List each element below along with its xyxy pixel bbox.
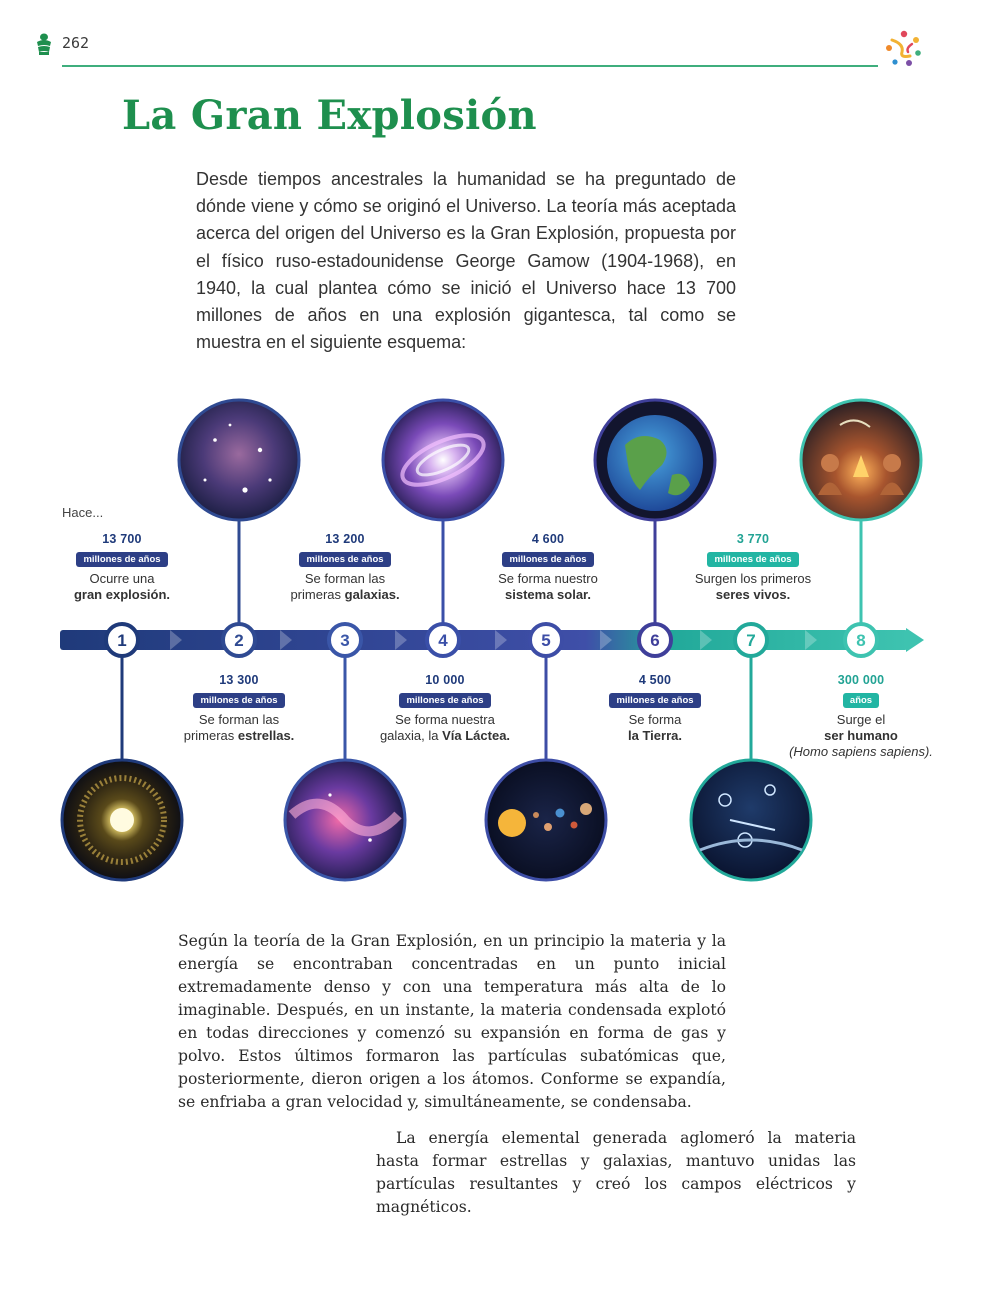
- early-humans-image: [801, 400, 921, 520]
- event-value: 4 600: [531, 532, 565, 546]
- timeline-step-8: [845, 624, 877, 656]
- body-paragraph-1: Según la teoría de la Gran Explosión, en un principio la materia y la energía se encontraban concentradas en un punto inicial extremadamente denso y con una temperatura más alta de lo imaginable. Después, en un instante, la materia condensada explotó en todas direcciones y comenzó su expansión en forma de gas y polvo. Estos últimos formaron las partículas subatómicas que, posteriormente, dieron origen a los átomos. Conforme se expandía, se enfriaba a gran velocidad y, simultáneamente, se condensaba.: [178, 932, 726, 1111]
- nebula-image: [285, 760, 405, 880]
- header-rule: [62, 65, 878, 67]
- svg-text:8: 8: [856, 631, 866, 650]
- timeline-bar: [60, 628, 924, 652]
- svg-text:4: 4: [438, 631, 448, 650]
- event-unit-badge: millones de años: [299, 552, 390, 567]
- event-description: Se forma nuestro: [498, 571, 598, 586]
- event-description-bold: ser humano: [824, 728, 898, 743]
- event-value: 4 500: [638, 673, 672, 687]
- event-description-bold: estrellas.: [237, 728, 295, 743]
- event-description: primeras: [183, 728, 238, 743]
- solar-system-image: [486, 760, 606, 880]
- timeline-label-5: [473, 531, 623, 603]
- event-description: Surgen los primeros: [694, 571, 812, 586]
- event-value: 10 000: [425, 673, 465, 687]
- event-unit-badge: millones de años: [707, 552, 798, 567]
- event-description-bold: gran explosión.: [73, 587, 171, 602]
- intro-paragraph: Desde tiempos ancestrales la humanidad se ha preguntado de dónde viene y cómo se originó el Universo. La teoría más aceptada acerca del origen del Universo es la Gran Explosión, propuesta por el físico ruso-estadounidense George Gamow (1904-1968), en 1940, la cual plantea cómo se inició el Universo hace 13 700 millones de años en una explosión gigantesca, tal como se muestra en el siguiente esquema:: [196, 169, 736, 353]
- event-description: Ocurre una: [89, 571, 155, 586]
- event-description-bold: galaxias.: [344, 587, 400, 602]
- starfield-image: [179, 400, 299, 520]
- event-unit-badge: millones de años: [502, 552, 593, 567]
- earth-image: [595, 400, 715, 520]
- event-unit-badge: millones de años: [193, 693, 284, 708]
- timeline-step-7: [735, 624, 767, 656]
- timeline-label-3: 13 200 millones de años Se forman las primeras galaxias.: [270, 531, 420, 603]
- event-description-italic: (Homo sapiens sapiens).: [789, 744, 933, 759]
- event-description: galaxia, la: [379, 728, 443, 743]
- event-unit-badge: millones de años: [399, 693, 490, 708]
- timeline-label-1: [47, 531, 197, 603]
- event-description: Se forma: [628, 712, 682, 727]
- body-paragraph-2: La energía elemental generada aglomeró la materia hasta formar estrellas y galaxias, mantuvo unidas las partículas resultantes y creó los campos eléctricos y magnéticos.: [376, 1129, 856, 1216]
- event-description: primeras: [290, 587, 345, 602]
- event-description: Surge el: [836, 712, 886, 727]
- event-value: 13 300: [219, 673, 259, 687]
- svg-text:3: 3: [340, 631, 350, 650]
- timeline-intro-label: Hace...: [62, 505, 104, 520]
- timeline-label-7: [678, 531, 828, 603]
- event-unit-badge: millones de años: [76, 552, 167, 567]
- event-value: 300 000: [837, 673, 885, 687]
- timeline-label-4: 10 000 millones de años Se forma nuestra galaxia, la Vía Láctea.: [370, 672, 520, 744]
- decorative-logo-icon: [882, 26, 926, 70]
- event-description-bold: seres vivos.: [715, 587, 791, 602]
- event-value: 3 770: [736, 532, 770, 546]
- event-description-bold: Vía Láctea.: [442, 728, 511, 743]
- page-title: La Gran Explosión: [122, 92, 537, 139]
- event-description-bold: la Tierra.: [628, 728, 682, 743]
- timeline-step-5: [530, 624, 562, 656]
- microorganisms-image: [691, 760, 811, 880]
- timeline-label-8: [786, 672, 936, 760]
- timeline-step-6: [639, 624, 671, 656]
- book-emblem-icon: [34, 32, 54, 56]
- svg-text:5: 5: [541, 631, 551, 650]
- timeline-step-3: [329, 624, 361, 656]
- svg-text:7: 7: [746, 631, 756, 650]
- svg-text:1: 1: [117, 631, 127, 650]
- event-value: 13 700: [102, 532, 142, 546]
- big-bang-image: [62, 760, 182, 880]
- timeline-step-1: [106, 624, 138, 656]
- timeline-step-4: [427, 624, 459, 656]
- timeline-step-2: [223, 624, 255, 656]
- event-unit-badge: años: [843, 693, 879, 708]
- timeline-label-6: [580, 672, 730, 744]
- svg-text:2: 2: [234, 631, 244, 650]
- svg-text:6: 6: [650, 631, 660, 650]
- event-unit-badge: millones de años: [609, 693, 700, 708]
- spiral-galaxy-image: [383, 400, 503, 520]
- event-description-bold: sistema solar.: [505, 587, 591, 602]
- timeline-label-2: 13 300 millones de años Se forman las primeras estrellas.: [164, 672, 314, 744]
- timeline-graphic: [0, 395, 986, 895]
- page-number: 262: [62, 34, 90, 52]
- event-value: 13 200: [325, 532, 365, 546]
